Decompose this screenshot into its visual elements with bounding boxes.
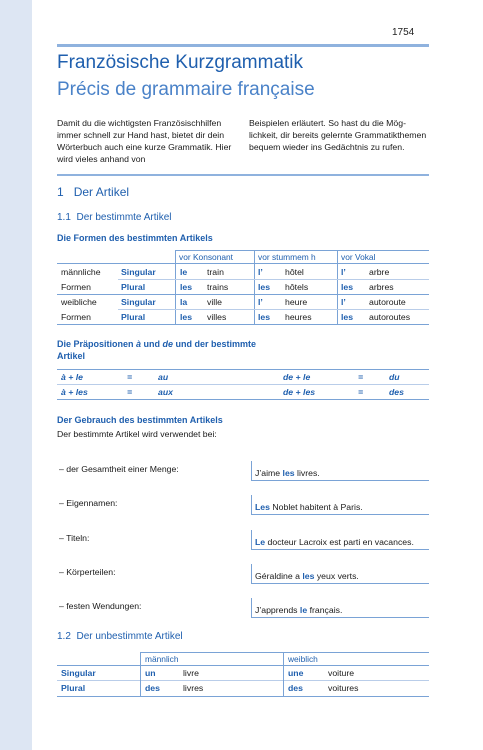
title-german: Französische Kurzgrammatik xyxy=(57,52,304,73)
table-divider xyxy=(254,250,255,324)
section-1-heading xyxy=(57,185,129,199)
row-rule xyxy=(118,309,429,310)
prep-left: de + le xyxy=(283,372,311,382)
article: l’ xyxy=(341,297,346,307)
col-header-feminine: weiblich xyxy=(288,654,318,664)
title-french: Précis de grammaire française xyxy=(57,79,315,100)
row-number: Plural xyxy=(121,282,146,292)
prep-result: aux xyxy=(158,387,173,397)
article: une xyxy=(288,668,304,678)
col-header-masculine: männlich xyxy=(145,654,179,664)
noun: livre xyxy=(183,668,199,678)
prepositions-heading: Die Präpositionen à und de und der bestimmte Artikel xyxy=(57,339,257,361)
article: un xyxy=(145,668,156,678)
noun: autoroutes xyxy=(369,312,411,322)
article: les xyxy=(180,312,193,322)
prep-bottom-rule xyxy=(57,399,429,400)
indef-divider xyxy=(140,652,141,696)
noun: heure xyxy=(285,297,308,307)
table-header-rule xyxy=(57,263,429,264)
top-rule xyxy=(57,44,429,47)
prep-result: des xyxy=(389,387,404,397)
col-header-vowel: vor Vokal xyxy=(341,252,376,262)
prep-mid-rule xyxy=(57,384,429,385)
left-sidebar-band xyxy=(0,0,32,750)
usage-example: Les Noblet habitent à Paris. xyxy=(251,501,429,515)
section-1-1-title: Der bestimmte Artikel xyxy=(76,212,172,223)
noun: ville xyxy=(207,297,222,307)
intro-right: Beispielen erläutert. So hast du die Möglichkeit, dir bereits gelernte Grammatikthemen bequem wieder ins Gedächtnis zu rufen. xyxy=(249,118,427,152)
table-divider xyxy=(337,250,338,324)
prep-left: de + les xyxy=(283,387,316,397)
row-rule xyxy=(118,279,429,280)
row-gender: Formen xyxy=(61,312,91,322)
usage-label: – festen Wendungen: xyxy=(59,601,142,611)
noun: voitures xyxy=(328,683,359,693)
noun: trains xyxy=(207,282,229,292)
prep-result: du xyxy=(389,372,400,382)
row-gender: weibliche xyxy=(61,297,97,307)
row-number: Plural xyxy=(121,312,146,322)
usage-heading: Der Gebrauch des bestimmten Artikels xyxy=(57,415,223,425)
col-header-consonant: vor Konsonant xyxy=(179,252,234,262)
section-1-1-number: 1.1 xyxy=(57,212,71,223)
noun: hôtel xyxy=(285,267,304,277)
section-rule xyxy=(57,174,429,176)
prep-equals: = xyxy=(358,387,364,397)
table-divider xyxy=(175,250,176,324)
article: le xyxy=(180,267,188,277)
prep-left: à + les xyxy=(61,387,88,397)
usage-example: J’aime les livres. xyxy=(251,467,429,481)
page-number: 1754 xyxy=(392,27,415,38)
usage-example: Géraldine a les yeux verts. xyxy=(251,570,429,584)
noun: arbre xyxy=(369,267,390,277)
section-1-2-heading xyxy=(57,631,183,642)
noun: arbres xyxy=(369,282,394,292)
usage-intro: Der bestimmte Artikel wird verwendet bei: xyxy=(57,429,217,439)
usage-label: – Eigennamen: xyxy=(59,498,118,508)
prep-left: à + le xyxy=(61,372,83,382)
section-1-2-title: Der unbestimmte Artikel xyxy=(76,631,183,642)
article: les xyxy=(341,282,354,292)
indef-top-rule xyxy=(140,652,429,653)
table-top-rule xyxy=(175,250,429,251)
row-gender: männliche xyxy=(61,267,101,277)
section-1-2-number: 1.2 xyxy=(57,631,71,642)
table-bottom-rule xyxy=(57,324,429,325)
usage-example: Le docteur Lacroix est parti en vacances. xyxy=(251,536,429,550)
intro-left: Damit du die wichtigsten Französischhilfen immer schnell zur Hand hast, bietet dir dein Wörterbuch auch eine kurze Grammatik. Hier wird vieles anhand von xyxy=(57,118,232,164)
usage-label: – Titeln: xyxy=(59,533,90,543)
prep-result: au xyxy=(158,372,169,382)
usage-label: – der Gesamtheit einer Menge: xyxy=(59,464,179,474)
row-number: Singular xyxy=(121,297,156,307)
row-number: Singular xyxy=(121,267,156,277)
article: les xyxy=(258,312,271,322)
article: l’ xyxy=(258,267,263,277)
section-1-number: 1 xyxy=(57,185,64,199)
indef-bottom-rule xyxy=(57,696,429,697)
row-number: Plural xyxy=(61,683,86,693)
section-1-1-heading xyxy=(57,212,172,223)
article: des xyxy=(145,683,160,693)
noun: livres xyxy=(183,683,204,693)
article: l’ xyxy=(341,267,346,277)
table-mid-rule xyxy=(57,294,429,295)
prep-top-rule xyxy=(57,369,429,370)
usage-example: J’apprends le français. xyxy=(251,604,429,618)
section-1-title: Der Artikel xyxy=(73,185,130,199)
article: les xyxy=(258,282,271,292)
article: la xyxy=(180,297,188,307)
noun: autoroute xyxy=(369,297,406,307)
indef-mid-rule xyxy=(57,680,429,681)
row-gender: Formen xyxy=(61,282,91,292)
article: des xyxy=(288,683,303,693)
usage-label: – Körperteilen: xyxy=(59,567,116,577)
noun: heures xyxy=(285,312,312,322)
row-number: Singular xyxy=(61,668,96,678)
forms-heading: Die Formen des bestimmten Artikels xyxy=(57,233,213,243)
noun: train xyxy=(207,267,224,277)
prep-equals: = xyxy=(127,372,133,382)
noun: villes xyxy=(207,312,227,322)
indef-divider xyxy=(283,652,284,696)
article: l’ xyxy=(258,297,263,307)
article: les xyxy=(180,282,193,292)
indef-header-rule xyxy=(57,665,429,666)
article: les xyxy=(341,312,354,322)
noun: hôtels xyxy=(285,282,309,292)
prep-equals: = xyxy=(127,387,133,397)
noun: voiture xyxy=(328,668,355,678)
col-header-h: vor stummem h xyxy=(258,252,316,262)
prep-equals: = xyxy=(358,372,364,382)
